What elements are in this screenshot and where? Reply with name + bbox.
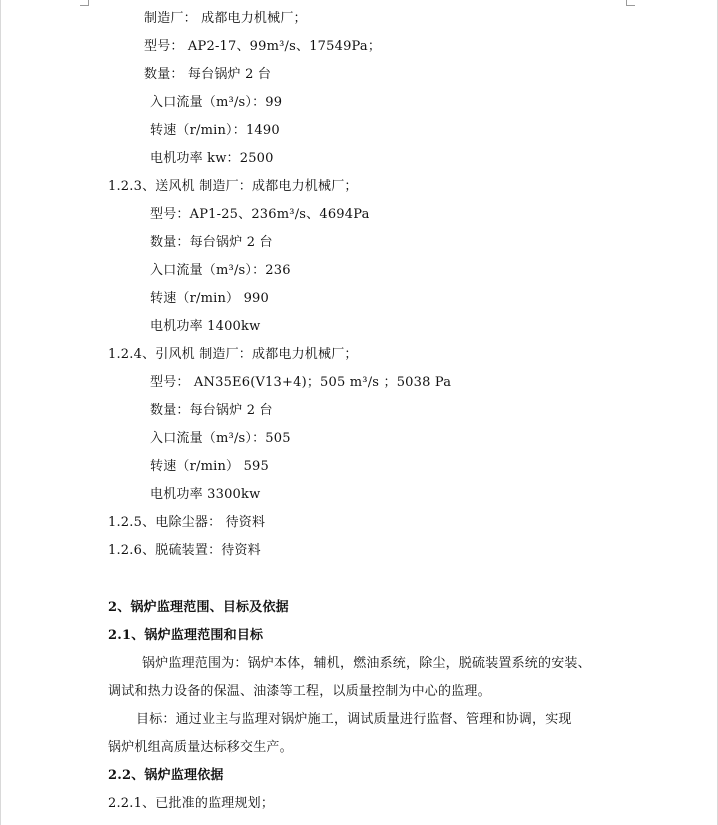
- section-heading-2-1: 2.1、锅炉监理范围和目标: [108, 628, 264, 643]
- text-line: 电机功率 1400kw: [150, 319, 261, 334]
- text-line: 型号： AN35E6(V13+4)；505 m³/s ；5038 Pa: [150, 375, 452, 390]
- paragraph-line: 锅炉监理范围为：锅炉本体，辅机，燃油系统，除尘，脱硫装置系统的安装、: [142, 656, 591, 671]
- text-line: 入口流量（m³/s）：505: [150, 431, 291, 446]
- section-heading-1-2-6: 1.2.6、脱硫装置：待资料: [108, 543, 261, 558]
- margin-mark-right-h: [626, 5, 635, 6]
- text-line: 入口流量（m³/s）：99: [150, 95, 283, 110]
- text-line: 数量： 每台锅炉 2 台: [144, 67, 272, 82]
- margin-mark-left-h: [80, 5, 89, 6]
- section-heading-1-2-5: 1.2.5、电除尘器： 待资料: [108, 515, 266, 530]
- section-heading-2-2: 2.2、锅炉监理依据: [108, 768, 224, 783]
- page-left-edge: [0, 0, 1, 825]
- section-heading-2-2-1: 2.2.1、已批准的监理规划；: [108, 796, 275, 811]
- text-line: 数量：每台锅炉 2 台: [150, 403, 273, 418]
- text-line: 入口流量（m³/s）：236: [150, 263, 291, 278]
- paragraph-line: 调试和热力设备的保温、油漆等工程，以质量控制为中心的监理。: [108, 684, 491, 699]
- text-line: 转速（r/min）：1490: [150, 123, 280, 138]
- text-line: 转速（r/min） 595: [150, 459, 269, 474]
- paragraph-line: 锅炉机组高质量达标移交生产。: [108, 740, 293, 755]
- text-line: 制造厂： 成都电力机械厂；: [144, 11, 307, 26]
- text-line: 转速（r/min） 990: [150, 291, 269, 306]
- text-line: 数量：每台锅炉 2 台: [150, 235, 273, 250]
- text-line: 电机功率 kw：2500: [150, 151, 274, 166]
- section-heading-1-2-3: 1.2.3、送风机 制造厂：成都电力机械厂；: [108, 179, 358, 194]
- paragraph-line: 目标：通过业主与监理对锅炉施工，调试质量进行监督、管理和协调，实现: [136, 712, 572, 727]
- section-heading-1-2-4: 1.2.4、引风机 制造厂：成都电力机械厂；: [108, 347, 358, 362]
- text-line: 型号： AP2-17、99m³/s、17549Pa；: [144, 39, 382, 54]
- text-line: 型号：AP1-25、236m³/s、4694Pa: [150, 207, 370, 222]
- text-line: 电机功率 3300kw: [150, 487, 261, 502]
- chapter-heading-2: 2、锅炉监理范围、目标及依据: [108, 600, 289, 615]
